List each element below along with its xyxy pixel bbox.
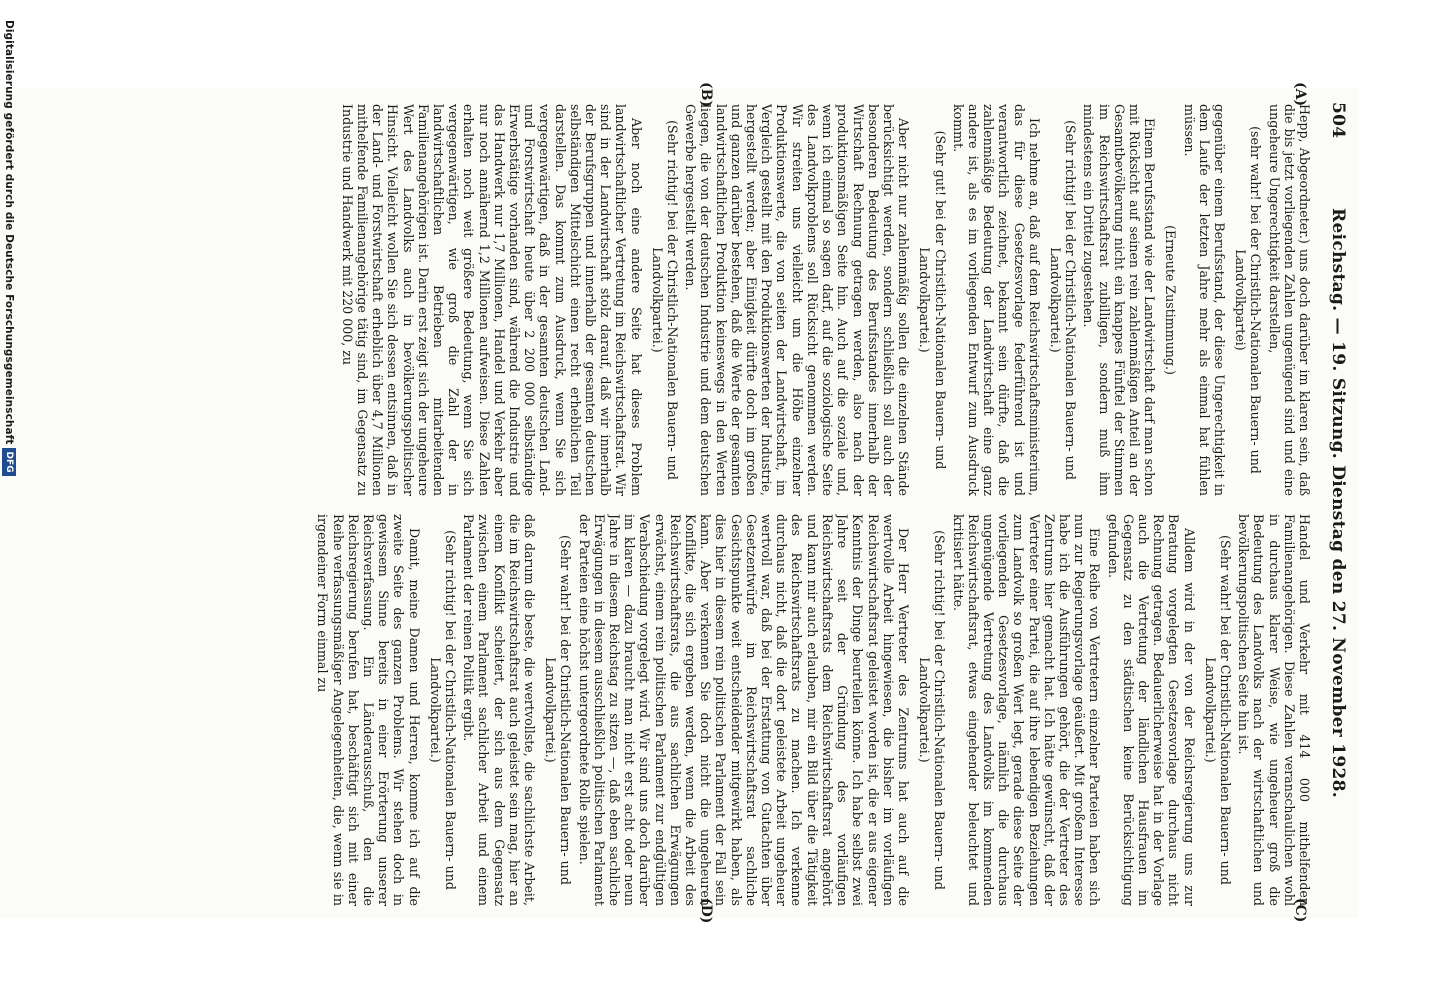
dfg-logo: DFG [2, 448, 16, 475]
interjection: (Erneute Zustimmung.) [1163, 225, 1179, 375]
margin-letter-b: (B) [698, 82, 714, 108]
page-title: Reichstag. — 19. Sitzung. Dienstag den 27. November 1928. [1328, 208, 1348, 798]
interjection: (sehr wahr! bei der Christlich-Nationalen Bauern- und Landvolkpartei) [1233, 126, 1264, 474]
paragraph: gegenüber einem Berufsstand, der diese Ungerechtigkeit in dem Laufe der letzten Jahre mehr als einmal hat fühlen müssen. [1181, 104, 1227, 496]
interjection: (Sehr wahr! bei der Christlich-Nationalen Bauern- und Landvolkpartei.) [1202, 535, 1233, 885]
paragraph: Aber noch eine andere Seite hat dieses Problem landwirtschaftlicher Vertretung im Reichswirtschaftsrat. Wir sind in der Landwirtschaft stolz darauf, daß wir innerhalb der Berufsgruppen und innerhalb der gesamten deutschen selbständigen Mittelschicht einen recht erheblichen Teil darstellen. Das kommt zum Ausdruck, wenn Sie sich vergegenwärtigen, daß in der gesamten deutschen Land- und Forstwirtschaft heute über 2 200 000 selbständige Erwerbstätige vorhanden sind, während die Industrie und das Handwerk nur 1,7 Millionen, Handel und Verkehr aber nur noch annähernd 1,2 Millionen aufweisen. Diese Zahlen erhalten noch weit größere Bedeutung, wenn Sie sich vergegenwärtigen, wie groß die Zahl der in landwirtschaftlichen Betrieben mitarbeitenden Familienangehörigen ist. Darin erst zeigt sich der ungeheure Wert des Landvolks auch in bevölkerungspolitischer Hinsicht. Vielleicht wollen Sie sich dessen entsinnen, daß in der Land- und Forstwirtschaft erheblich über 4,7 Millionen mithelfende Familienangehörige tätig sind, im Gegensatz zu Industrie und Handwerk mit 220 000, zu [339, 104, 644, 496]
interjection: (Sehr richtig! bei der Christlich-Nationalen Bauern- und Landvolkpartei.) [917, 530, 948, 890]
interjection: (Sehr richtig! bei der Christlich-Nationalen Bauern- und Landvolkpartei.) [427, 530, 459, 890]
credit-text: Digitalisierung gefördert durch die Deutsche Forschungsgemeinschaft [3, 20, 15, 445]
digitization-credit [0, 20, 16, 980]
text-column-right [62, 514, 1312, 906]
margin-letter-c: (C) [1292, 898, 1308, 923]
interjection: (Sehr wahr! bei der Christlich-Nationalen Bauern- und Landvolkpartei.) [543, 535, 574, 885]
paragraph: Der Herr Vertreter des Zentrums hat auch auf die wertvolle Arbeit hingewiesen, die bisher im vorläufigen Reichswirtschaftsrat geleistet worden ist, die er aus eigener Kenntnis der Dinge beurteilen könne. Ich habe selbst zwei Jahre seit der Gründung des vorläufigen Reichswirtschaftsrats dem Reichswirtschaftsrat angehört und kann mir auch erlauben, mir ein Bild über die Tätigkeit des Reichswirtschaftsrats zu machen. Ich verkenne durchaus nicht, daß die dort geleistete Arbeit ungeheuer wertvoll war, daß bei der Erstattung von Gutachten über Gesetzentwürfe im Reichswirtschaftsrat sachliche Gesichtspunkte weit entscheidender mitgewirkt haben, als dies hier in diesem rein politischen Parlament der Fall sein kann. Aber verkennen Sie doch nicht die ungeheuren Konflikte, die sich ergeben werden, wenn die Arbeit des Reichswirtschaftsrats, die aus sachlichen Erwägungen erwächst, einem rein politischen Parlament zur endgültigen Verabschiedung vorgelegt wird. Wir sind uns doch darüber im klaren — dazu braucht man nicht erst acht oder neun Jahre in diesem Reichstag zu sitzen —, daß eben sachliche Erwägungen in diesem ausschließlich politischen Parlament der Parteien eine höchst untergeordnete Rolle spielen. [576, 514, 911, 906]
text-column-left [62, 104, 1312, 496]
paragraph: Ich nehme an, daß auf dem Reichswirtschaftsministerium, das für diese Gesetzesvorlage federführend ist und verantwortlich zeichnet, bekannt sein dürfte, daß die zahlenmäßige Bedeutung der Landwirtschaft eine ganz andere ist, als es im vorliegenden Entwurf zum Ausdruck kommt. [950, 104, 1042, 496]
interjection: (Sehr richtig! bei der Christlich-Nationalen Bauern- und Landvolkpartei.) [649, 120, 681, 480]
page-number: 504 [1328, 102, 1348, 139]
paragraph: daß darum die beste, die wertvollste, die sachlichste Arbeit, die im Reichswirtschaftsrat auch geleistet sein mag, hier an einem Konflikt scheitert, der sich aus dem Gegensatz zwischen einem Parlament sachlicher Arbeit und einem Parlament der reinen Politik ergibt. [461, 514, 538, 906]
paragraph: Eine Reihe von Vertretern einzelner Parteien haben sich nun zur Regierungsvorlage geäußert. Mit großem Interesse habe ich die Ausführungen gehört, die der Vertreter des Zentrums hier gemacht hat. Ich hätte gewünscht, daß der Vertreter einer Partei, die auf ihre lebendigen Beziehungen zum Landvolk so großen Wert legt, gerade diese Seite der vorliegenden Gesetzesvorlage, nämlich die durchaus ungenügende Vertretung des Landvolks im kommenden Reichswirtschaftsrat, etwas eingehender beleuchtet und kritisiert hätte. [950, 514, 1103, 906]
interjection: (Sehr richtig! bei der Christlich-Nationalen Bauern- und Landvolkpartei.) [1047, 120, 1079, 480]
paragraph: Aber nicht nur zahlenmäßig sollen die einzelnen Stände berücksichtigt werden, sondern schließlich soll auch der besonderen Bedeutung des Berufsstandes innerhalb der Wirtschaft Rechnung getragen werden, also nach der produktionsmäßigen Seite hin. Auch auf die soziale und, wenn ich einmal so sagen darf, auf die soziologische Seite des Landvolkproblems soll Rücksicht genommen werden. Wir streiten uns vielleicht um die Höhe einzelner Produktionswerte, die von seiten der Landwirtschaft, im Vergleich gestellt mit den Produktionswerten der Industrie, hergestellt werden; aber Einigkeit dürfte doch im großen und ganzen darüber bestehen, daß die Werte der gesamten landwirtschaftlichen Produktion keineswegs in den Werten liegen, die von der deutschen Industrie und dem deutschen Gewerbe hergestellt werden. [683, 104, 912, 496]
margin-letter-d: (D) [698, 898, 714, 924]
paragraph: Handel und Verkehr mit 414 000 mithelfenden Familienangehörigen. Diese Zahlen veranschaulichen wohl in durchaus klarer Weise, wie ungeheuer groß die Bedeutung des Landvolks nach der wirtschaftlichen und bevölkerungspolitischen Seite hin ist. [1236, 514, 1312, 906]
paragraph: Einem Berufsstand wie der Landwirtschaft darf man schon mit Rücksicht auf seinen rein zahlenmäßigen Anteil an der Gesamtbevölkerung nicht ein knappes Fünftel der Stimmen im Reichswirtschaftsrat zubilligen, sondern muß ihm mindestens ein Drittel zugestehen. [1081, 104, 1158, 496]
margin-letter-a: (A) [1292, 82, 1308, 107]
paragraph: Alldem wird in der von der Reichsregierung uns zur Beratung vorgelegten Gesetzesvorlage durchaus nicht Rechnung getragen. Bedauerlicherweise hat in der Vorlage auch die Vertretung der ländlichen Hausfrauen im Gegensatz zu den städtischen keine Berücksichtigung gefunden. [1105, 514, 1197, 906]
running-head [1324, 88, 1348, 918]
interjection: (Sehr gut! bei der Christlich-Nationalen Bauern- und Landvolkpartei.) [917, 130, 948, 470]
paragraph: Damit, meine Damen und Herren, komme ich auf die zweite Seite des ganzen Problems. Wir stehen doch in gewissem Sinne bereits in einer Erörterung unserer Reichsverfassung. Ein Länderausschuß, den die Reichsregierung berufen hat, beschäftigt sich mit einer Reihe verfassungsmäßiger Angelegenheiten, die, wenn sie in irgendeiner Form einmal zu [315, 514, 422, 906]
paragraph: Hepp, Abgeordneter.) uns doch darüber im klaren sein, daß die bis jetzt vorliegenden Zahlen ungenügend sind und eine ungeheure Ungerechtigkeit darstellen, [1266, 104, 1312, 496]
